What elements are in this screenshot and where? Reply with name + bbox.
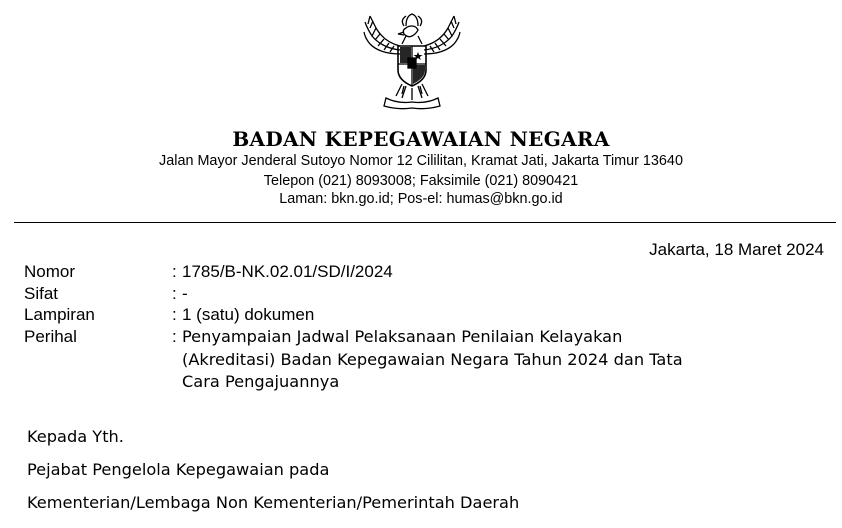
colon: : [172,305,177,325]
letter-meta [24,261,762,394]
meta-row-sifat [24,283,762,305]
recipient-salutation: Kepada Yth. [27,427,124,446]
recipient-line: Pejabat Pengelola Kepegawaian pada [27,460,330,479]
lampiran-value: 1 (satu) dokumen [182,305,315,325]
organization-phone-fax: Telepon (021) 8093008; Faksimile (021) 8090421 [263,173,579,189]
sifat-value: - [182,283,188,303]
colon: : [172,283,177,303]
sifat-label: Sifat [24,283,59,303]
perihal-line: Cara Pengajuannya [182,372,340,392]
organization-web-email: Laman: bkn.go.id; Pos-el: humas@bkn.go.id [279,191,563,207]
nomor-value: 1785/B-NK.02.01/SD/I/2024 [182,262,393,281]
perihal-value [182,326,762,394]
lampiran-label: Lampiran [24,305,95,325]
letterhead-divider [14,222,836,223]
colon: : [172,327,177,347]
perihal-line: (Akreditasi) Badan Kepegawaian Negara Tahun 2024 dan Tata [182,349,683,369]
garuda-pancasila-emblem-icon [362,6,462,110]
meta-row-lampiran [24,304,762,326]
perihal-label: Perihal [24,327,77,347]
nomor-label: Nomor [24,262,76,281]
colon: : [172,262,177,281]
meta-row-perihal [24,326,762,394]
recipient-line: Kementerian/Lembaga Non Kementerian/Pemerintah Daerah [27,493,520,512]
perihal-line: Penyampaian Jadwal Pelaksanaan Penilaian Kelayakan [182,327,623,347]
letter-date: Jakarta, 18 Maret 2024 [649,240,824,259]
meta-row-nomor [24,261,762,283]
organization-address: Jalan Mayor Jenderal Sutoyo Nomor 12 Cililitan, Kramat Jati, Jakarta Timur 13640 [159,153,683,169]
organization-name: BADAN KEPEGAWAIAN NEGARA [232,127,610,151]
